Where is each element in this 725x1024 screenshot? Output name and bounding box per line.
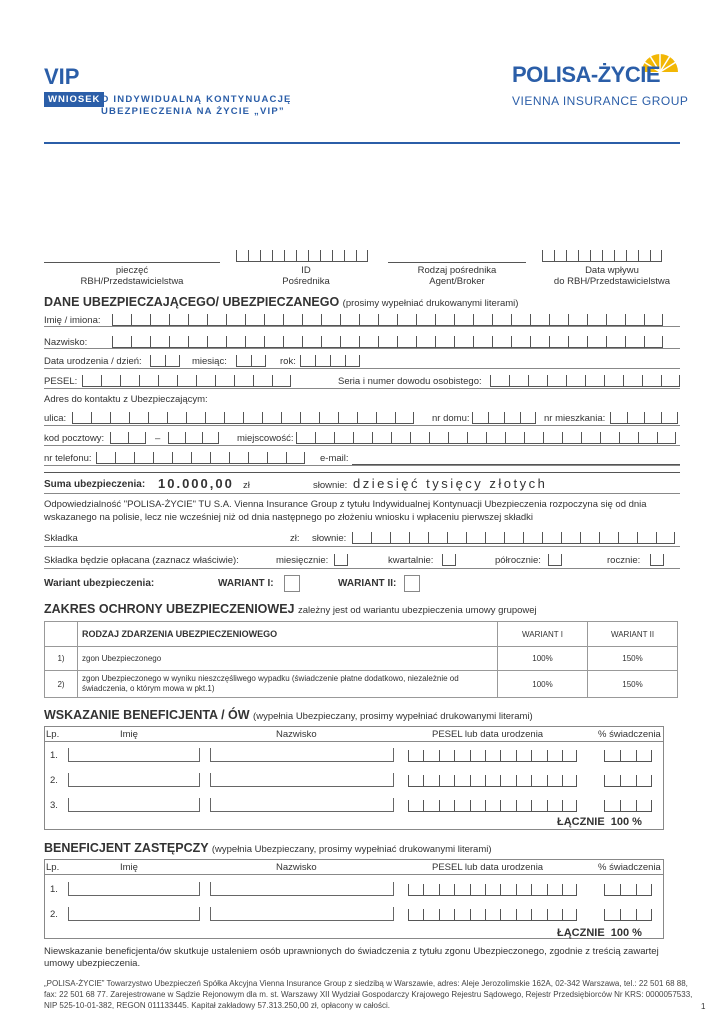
form-tag: WNIOSEK xyxy=(44,92,104,107)
ben-col-last: Nazwisko xyxy=(276,729,317,740)
beneficiary-section-title: WSKAZANIE BENEFICJENTA / ÓW (wypełnia Ubezpieczany, prosimy wypełniać drukowanymi literami) xyxy=(44,708,533,722)
row-divider xyxy=(44,348,680,349)
sub-pct-comb[interactable] xyxy=(604,909,652,921)
first-name-comb[interactable] xyxy=(112,314,663,326)
ben-pct-comb[interactable] xyxy=(604,775,652,787)
ben-col-pesel: PESEL lub data urodzenia xyxy=(432,729,544,740)
sub-last-field[interactable] xyxy=(210,882,394,896)
ben-pesel-comb[interactable] xyxy=(408,750,577,762)
ben-pct-comb[interactable] xyxy=(604,750,652,762)
ben-pesel-comb[interactable] xyxy=(408,775,577,787)
row-number: 3. xyxy=(50,800,58,811)
logo-name: POLISA-ŻYCIE xyxy=(512,62,661,87)
street-comb[interactable] xyxy=(72,412,414,424)
last-name-label: Nazwisko: xyxy=(44,337,88,348)
birth-day-label: Data urodzenia / dzień: xyxy=(44,356,142,367)
ben-last-field[interactable] xyxy=(210,748,394,762)
yearly-checkbox[interactable] xyxy=(650,554,664,566)
sub-pesel-comb[interactable] xyxy=(408,909,577,921)
ben-pct-comb[interactable] xyxy=(604,800,652,812)
row-divider xyxy=(44,741,664,742)
id-doc-comb[interactable] xyxy=(490,375,680,387)
sum-label: Suma ubezpieczenia: xyxy=(44,479,146,490)
form-title: VIP xyxy=(44,64,80,89)
ben-last-field[interactable] xyxy=(210,798,394,812)
sub-last-field[interactable] xyxy=(210,907,394,921)
pesel-comb[interactable] xyxy=(82,375,291,387)
house-no-label: nr domu: xyxy=(432,413,470,424)
postal-code-label: kod pocztowy: xyxy=(44,433,105,444)
ben-pesel-comb[interactable] xyxy=(408,800,577,812)
sub-col-first: Imię xyxy=(120,862,138,873)
sum-words-label: słownie: xyxy=(313,480,348,491)
sub-pesel-comb[interactable] xyxy=(408,884,577,896)
sum-words-value: dziesięć tysięcy złotych xyxy=(353,476,548,491)
arrival-date-comb[interactable] xyxy=(542,250,662,262)
row-divider xyxy=(44,326,680,327)
paid-label: Składka będzie opłacana (zaznacz właściwie): xyxy=(44,555,239,566)
sum-value: 10.000,00 xyxy=(158,476,234,491)
row-divider xyxy=(44,546,680,547)
company-logo xyxy=(510,44,689,114)
row-divider xyxy=(44,493,680,494)
phone-comb[interactable] xyxy=(96,452,305,464)
sub-col-last: Nazwisko xyxy=(276,862,317,873)
row-number: 1. xyxy=(50,750,58,761)
col-v2-header: WARIANT II xyxy=(588,622,678,647)
coverage-section-title: ZAKRES OCHRONY UBEZPIECZENIOWEJ zależny jest od wariantu ubezpieczenia umowy grupowej xyxy=(44,602,537,616)
yearly-label: rocznie: xyxy=(607,555,641,566)
postal-code-comb-2[interactable] xyxy=(168,432,219,444)
variant1-label: WARIANT I: xyxy=(218,578,274,589)
liability-text: Odpowiedzialność "POLISA-ŻYCIE" TU S.A. Vienna Insurance Group z tytułu Indywidualnej Kontynuacji Ubezpieczenia rozpoczyna się od dnia wskazanego na polisie, lecz nie wcześniej niż od dnia następnego po złożeniu wniosku i wpłaceniu pierwszej składki xyxy=(44,499,647,523)
substitute-section-title: BENEFICJENT ZASTĘPCZY (wypełnia Ubezpieczany, prosimy wypełniać drukowanymi literami) xyxy=(44,841,492,855)
beneficiary-total: ŁĄCZNIE 100 % xyxy=(557,816,642,828)
quarterly-label: kwartalnie: xyxy=(388,555,434,566)
halfyearly-checkbox[interactable] xyxy=(548,554,562,566)
variant1-checkbox[interactable] xyxy=(284,575,300,592)
postal-code-comb-1[interactable] xyxy=(110,432,146,444)
sub-col-no: Lp. xyxy=(46,862,60,873)
sub-pct-comb[interactable] xyxy=(604,884,652,896)
row-number: 2. xyxy=(50,909,58,920)
birth-year-comb[interactable] xyxy=(300,355,360,367)
sub-first-field[interactable] xyxy=(68,882,200,896)
row-divider xyxy=(44,368,680,369)
monthly-checkbox[interactable] xyxy=(334,554,348,566)
col-event-header: RODZAJ ZDARZENIA UBEZPIECZENIOWEGO xyxy=(78,622,498,647)
first-name-label: Imię / imiona: xyxy=(44,315,101,326)
premium-words-comb[interactable] xyxy=(352,532,675,544)
variant2-checkbox[interactable] xyxy=(404,575,420,592)
agent-type-label: Rodzaj pośrednika Agent/Broker xyxy=(417,265,497,287)
stamp-label: pieczęć RBH/Przedstawicielstwa xyxy=(80,265,184,287)
coverage-row: 2) zgon Ubezpieczonego w wyniku nieszczęśliwego wypadku (świadczenie płatne dodatkowo, niezależnie od świadczenia, o którym mowa w pkt.1) 100% 150% xyxy=(45,671,678,698)
sub-col-pct: % świadczenia xyxy=(598,862,661,873)
arrival-date-label: Data wpływu do RBH/Przedstawicielstwa xyxy=(553,265,671,287)
beneficiary-notice: Niewskazanie beneficjenta/ów skutkuje ustaleniem osób uprawnionych do świadczenia z tytułu zgonu Ubezpieczonego, zgodnie z treścią zawartej umowy ubezpieczenia. xyxy=(44,946,659,969)
sub-first-field[interactable] xyxy=(68,907,200,921)
variant-label: Wariant ubezpieczenia: xyxy=(44,578,155,589)
birth-day-comb[interactable] xyxy=(150,355,180,367)
row-number: 2. xyxy=(50,775,58,786)
agent-id-label: ID Pośrednika xyxy=(282,265,330,287)
quarterly-checkbox[interactable] xyxy=(442,554,456,566)
city-label: miejscowość: xyxy=(237,433,294,444)
email-line[interactable] xyxy=(352,464,680,465)
premium-label: Składka xyxy=(44,533,78,544)
id-doc-label: Seria i numer dowodu osobistego: xyxy=(338,376,482,387)
ben-col-no: Lp. xyxy=(46,729,60,740)
birth-month-comb[interactable] xyxy=(236,355,266,367)
address-header: Adres do kontaktu z Ubezpieczającym: xyxy=(44,394,208,405)
flat-no-label: nr mieszkania: xyxy=(544,413,606,424)
sum-currency: zł xyxy=(243,480,250,491)
sub-col-pesel: PESEL lub data urodzenia xyxy=(432,862,544,873)
company-footer: „POLISA-ŻYCIE” Towarzystwo Ubezpieczeń Spółka Akcyjna Vienna Insurance Group z siedzibą w Warszawie, adres: Aleje Jerozolimskie 162A, 02-342 Warszawa, tel.: 22 501 68 88, fax: 22 501 68 77. Zarejestrowane w Sądzie Rejonowym dla m. st. Warszawy XII Wydział Gospodarczy Krajowego Rejestru Sądowego, Rejestr Przedsiębiorców Nr KRS: 0000057533, NIP 525-10-01-382, REGON 011133445. Kapitał zakładowy 57.313.250,00 zł, opłacony w całości. xyxy=(44,979,693,1010)
house-no-comb[interactable] xyxy=(472,412,536,424)
stamp-line xyxy=(44,262,220,263)
col-v1-header: WARIANT I xyxy=(498,622,588,647)
variant2-label: WARIANT II: xyxy=(338,578,397,589)
agent-id-comb[interactable] xyxy=(236,250,368,262)
page-number: 1 xyxy=(701,1002,706,1011)
row-divider xyxy=(44,568,680,569)
monthly-label: miesięcznie: xyxy=(276,555,329,566)
form-subtitle-2: UBEZPIECZENIA NA ŻYCIE „VIP” xyxy=(101,106,285,117)
phone-label: nr telefonu: xyxy=(44,453,92,464)
form-subtitle-1: O INDYWIDUALNĄ KONTYNUACJĘ xyxy=(101,94,292,105)
flat-no-comb[interactable] xyxy=(610,412,678,424)
logo-group: VIENNA INSURANCE GROUP xyxy=(512,94,689,108)
row-divider xyxy=(44,465,680,466)
insured-section-title: DANE UBEZPIECZAJĄCEGO/ UBEZPIECZANEGO (prosimy wypełniać drukowanymi literami) xyxy=(44,295,519,309)
last-name-comb[interactable] xyxy=(112,336,663,348)
substitute-total: ŁĄCZNIE 100 % xyxy=(557,927,642,939)
street-label: ulica: xyxy=(44,413,67,424)
premium-currency: zł: xyxy=(290,533,300,544)
postal-dash: – xyxy=(155,433,161,444)
row-divider xyxy=(44,388,680,389)
pesel-label: PESEL: xyxy=(44,376,78,387)
birth-month-label: miesiąc: xyxy=(192,356,227,367)
halfyearly-label: półrocznie: xyxy=(495,555,541,566)
section-rule xyxy=(44,472,680,473)
row-divider xyxy=(44,425,680,426)
ben-last-field[interactable] xyxy=(210,773,394,787)
coverage-table xyxy=(44,621,678,698)
ben-col-first: Imię xyxy=(120,729,138,740)
ben-first-field[interactable] xyxy=(68,798,200,812)
row-divider xyxy=(44,445,680,446)
city-comb[interactable] xyxy=(296,432,676,444)
ben-col-pct: % świadczenia xyxy=(598,729,661,740)
agent-type-line xyxy=(388,262,526,263)
coverage-row: 1) zgon Ubezpieczonego 100% 150% xyxy=(45,647,678,671)
header-rule xyxy=(44,142,680,144)
premium-words-label: słownie: xyxy=(312,533,347,544)
row-number: 1. xyxy=(50,884,58,895)
row-divider xyxy=(44,874,664,875)
ben-first-field[interactable] xyxy=(68,748,200,762)
ben-first-field[interactable] xyxy=(68,773,200,787)
email-label: e-mail: xyxy=(320,453,349,464)
birth-year-label: rok: xyxy=(280,356,296,367)
